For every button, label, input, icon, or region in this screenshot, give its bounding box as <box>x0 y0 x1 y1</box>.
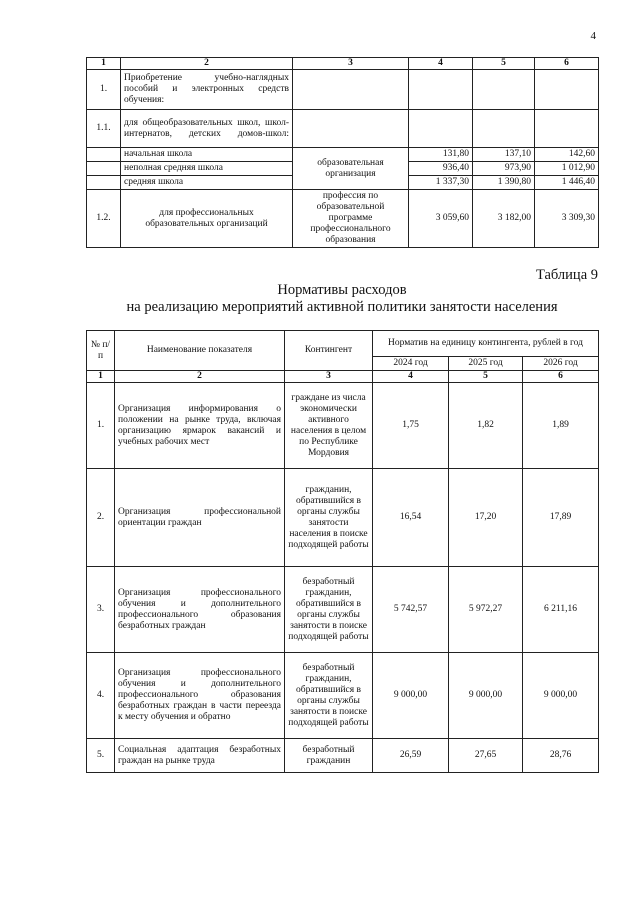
value-2024: 5 742,57 <box>373 567 449 653</box>
value-2025: 17,20 <box>449 469 523 567</box>
row-name: Приобретение учебно-наглядных пособий и электронных средств обучения: <box>121 70 293 110</box>
value-2026: 1,89 <box>523 383 599 469</box>
row-number: 2. <box>87 469 115 567</box>
column-number-row <box>87 58 599 70</box>
value-2024: 936,40 <box>409 162 473 176</box>
value-2024: 3 059,60 <box>409 190 473 248</box>
head-norm: Норматив на единицу контингента, рублей в год <box>373 331 599 357</box>
table-row <box>87 739 599 773</box>
value-2025: 27,65 <box>449 739 523 773</box>
value-2026: 3 309,30 <box>535 190 599 248</box>
row-contingent: гражданин, обратившийся в органы службы занятости населения в поиске подходящей работы <box>285 469 373 567</box>
value-2025: 9 000,00 <box>449 653 523 739</box>
value-2026: 6 211,16 <box>523 567 599 653</box>
value-2026: 1 446,40 <box>535 176 599 190</box>
row-number: 4. <box>87 653 115 739</box>
col-1-number: 1 <box>87 371 115 383</box>
row-contingent: граждане из числа экономически активного населения в целом по Республике Мордовия <box>285 383 373 469</box>
table-caption: Таблица 9 <box>535 267 598 283</box>
col-1-number: 1 <box>87 58 121 70</box>
row-contingent: образовательная организация <box>293 148 409 190</box>
value-2025: 1 390,80 <box>473 176 535 190</box>
expense-table-continuation <box>86 57 599 248</box>
employment-policy-table <box>86 330 599 773</box>
row-name: начальная школа <box>121 148 293 162</box>
col-4-number: 4 <box>373 371 449 383</box>
value-2026: 9 000,00 <box>523 653 599 739</box>
table-row <box>87 383 599 469</box>
table-row <box>87 653 599 739</box>
row-name: средняя школа <box>121 176 293 190</box>
row-name: неполная средняя школа <box>121 162 293 176</box>
column-number-row <box>87 371 599 383</box>
row-contingent: безработный гражданин <box>285 739 373 773</box>
value-2024: 131,80 <box>409 148 473 162</box>
table-row <box>87 110 599 148</box>
row-contingent: безработный гражданин, обратившийся в органы службы занятости в поиске подходящей работы <box>285 567 373 653</box>
value-2024: 26,59 <box>373 739 449 773</box>
head-year-2024: 2024 год <box>373 357 449 371</box>
table-row <box>87 469 599 567</box>
value-2025: 1,82 <box>449 383 523 469</box>
value-2024: 16,54 <box>373 469 449 567</box>
row-contingent: безработный гражданин, обратившийся в органы службы занятости в поиске подходящей работы <box>285 653 373 739</box>
value-2024: 1 337,30 <box>409 176 473 190</box>
table-title-line2: на реализацию мероприятий активной политики занятости населения <box>126 299 558 315</box>
value-2025: 973,90 <box>473 162 535 176</box>
page-number: 4 <box>590 30 596 42</box>
row-number: 1. <box>87 383 115 469</box>
head-contingent: Контингент <box>285 331 373 371</box>
table-row <box>87 70 599 110</box>
head-number: № п/п <box>87 331 115 371</box>
row-name: для профессиональных образовательных организаций <box>121 190 293 248</box>
row-number: 5. <box>87 739 115 773</box>
head-year-2026: 2026 год <box>523 357 599 371</box>
row-number: 3. <box>87 567 115 653</box>
table-title-line1: Нормативы расходов <box>277 282 407 298</box>
col-2-number: 2 <box>115 371 285 383</box>
row-name: Социальная адаптация безработных граждан на рынке труда <box>115 739 285 773</box>
row-name: Организация информирования о положении на рынке труда, включая организацию ярмарок вакансий и учебных рабочих мест <box>115 383 285 469</box>
table-row <box>87 567 599 653</box>
row-name: Организация профессионального обучения и дополнительного профессионального образования безработных граждан <box>115 567 285 653</box>
row-name: Организация профессионального обучения и дополнительного профессионального образования безработных граждан в части переезда к месту обучения и обратно <box>115 653 285 739</box>
col-3-number: 3 <box>285 371 373 383</box>
value-2025: 3 182,00 <box>473 190 535 248</box>
table-head-row <box>87 331 599 357</box>
value-2024: 9 000,00 <box>373 653 449 739</box>
col-5-number: 5 <box>449 371 523 383</box>
col-6-number: 6 <box>535 58 599 70</box>
col-3-number: 3 <box>293 58 409 70</box>
col-2-number: 2 <box>121 58 293 70</box>
col-4-number: 4 <box>409 58 473 70</box>
row-number: 1.1. <box>87 110 121 148</box>
row-number: 1.2. <box>87 190 121 248</box>
table-row <box>87 148 599 162</box>
table-row <box>87 190 599 248</box>
value-2026: 1 012,90 <box>535 162 599 176</box>
row-name: для общеобразовательных школ, школ-интернатов, детских домов-школ: <box>121 110 293 148</box>
value-2025: 5 972,27 <box>449 567 523 653</box>
value-2025: 137,10 <box>473 148 535 162</box>
value-2024: 1,75 <box>373 383 449 469</box>
row-contingent: профессия по образовательной программе профессионального образования <box>293 190 409 248</box>
value-2026: 142,60 <box>535 148 599 162</box>
value-2026: 28,76 <box>523 739 599 773</box>
col-6-number: 6 <box>523 371 599 383</box>
head-name: Наименование показателя <box>115 331 285 371</box>
value-2026: 17,89 <box>523 469 599 567</box>
head-year-2025: 2025 год <box>449 357 523 371</box>
row-name: Организация профессиональной ориентации граждан <box>115 469 285 567</box>
row-number: 1. <box>87 70 121 110</box>
col-5-number: 5 <box>473 58 535 70</box>
